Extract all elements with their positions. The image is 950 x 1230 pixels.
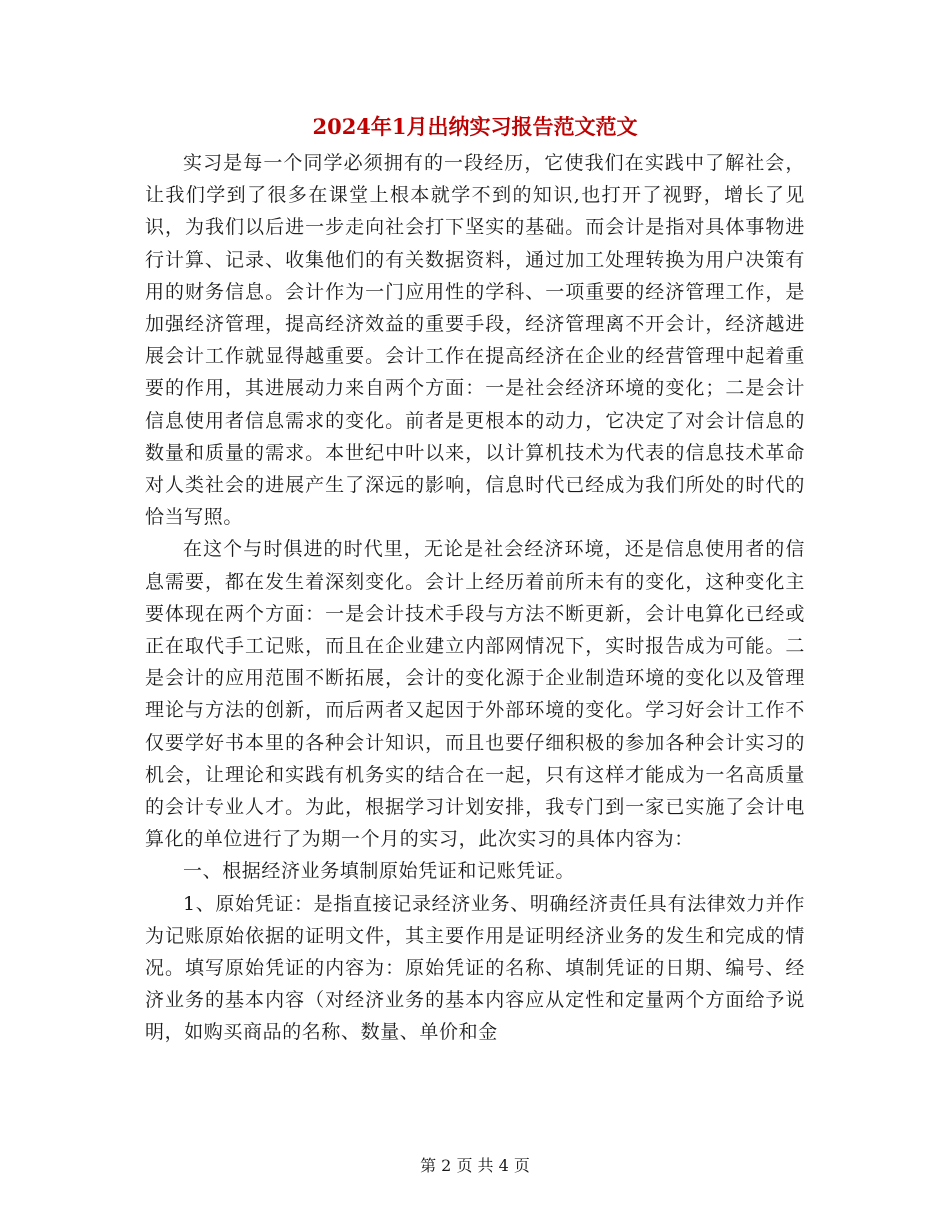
section-heading-vouchers: 一、根据经济业务填制原始凭证和记账凭证。 bbox=[183, 860, 576, 883]
document-title: 2024年1月出纳实习报告范文范文 bbox=[312, 114, 638, 139]
paragraph-era-changes: 在这个与时俱进的时代里，无论是社会经济环境，还是信息使用者的信息需要，都在发生着深刻变化。会计上经历着前所未有的变化，这种变化主要体现在两个方面：一是会计技术手段与方法不断更新，会计电算化已经或正在取代手工记账，而且在企业建立内部网情况下，实时报告成为可能。二是会计的应用范围不断拓展，会计的变化源于企业制造环境的变化以及管理理论与方法的创新，而后两者又起因于外部环境的变化。学习好会计工作不仅要学好书本里的各种会计知识，而且也要仔细积极的参加各种会计实习的机会，让理论和实践有机务实的结合在一起，只有这样才能成为一名高质量的会计专业人才。为此，根据学习计划安排，我专门到一家已实施了会计电算化的单位进行了为期一个月的实习，此次实习的具体内容为： bbox=[145, 538, 805, 851]
paragraph-intro: 实习是每一个同学必须拥有的一段经历，它使我们在实践中了解社会，让我们学到了很多在课堂上根本就学不到的知识,也打开了视野，增长了见识，为我们以后进一步走向社会打下坚实的基础。而会计是指对具体事物进行计算、记录、收集他们的有关数据资料，通过加工处理转换为用户决策有用的财务信息。会计作为一门应用性的学科、一项重要的经济管理工作，是加强经济管理，提高经济效益的重要手段，经济管理离不开会计，经济越进展会计工作就显得越重要。会计工作在提高经济在企业的经营管理中起着重要的作用，其进展动力来自两个方面：一是社会经济环境的变化；二是会计信息使用者信息需求的变化。前者是更根本的动力，它决定了对会计信息的数量和质量的需求。本世纪中叶以来，以计算机技术为代表的信息技术革命对人类社会的进展产生了深远的影响，信息时代已经成为我们所处的时代的恰当写照。 bbox=[145, 152, 805, 529]
document-body bbox=[145, 147, 805, 1049]
page-footer: 第 2 页 共 4 页 bbox=[420, 1156, 530, 1175]
paragraph-original-voucher: 1、原始凭证：是指直接记录经济业务、明确经济责任具有法律效力并作为记账原始依据的证明文件，其主要作用是证明经济业务的发生和完成的情况。填写原始凭证的内容为：原始凭证的名称、填制凭证的日期、编号、经济业务的基本内容（对经济业务的基本内容应从定性和定量两个方面给予说明，如购买商品的名称、数量、单价和金 bbox=[145, 892, 805, 1044]
